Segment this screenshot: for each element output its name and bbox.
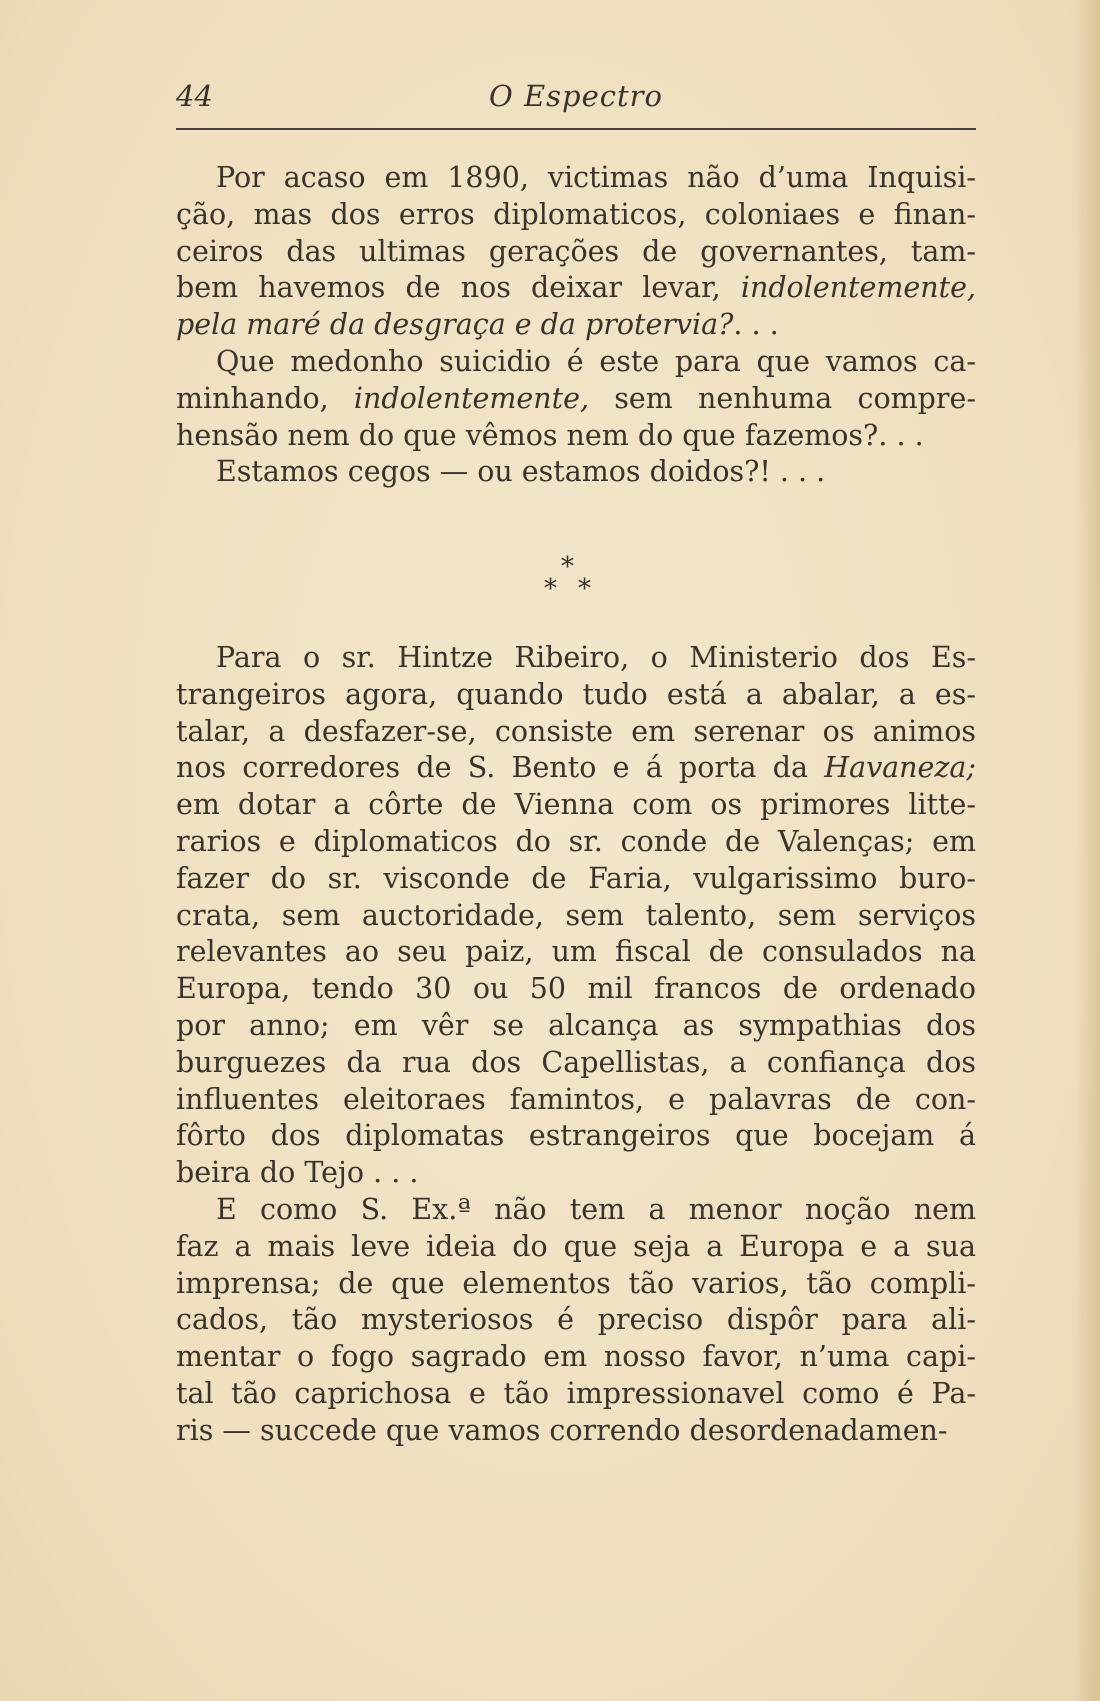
italic-text: indolentemente, — [740, 271, 976, 305]
text-line — [176, 1302, 976, 1339]
running-header — [176, 76, 976, 116]
text-segment: hensão nem do que vêmos nem do que fazemos?. . . — [176, 418, 924, 452]
text-line — [176, 197, 976, 234]
text-line — [176, 270, 976, 307]
text-segment: relevantes ao seu paiz, um fiscal de consulados na — [176, 935, 976, 969]
italic-text: indolentemente, — [353, 381, 590, 415]
text-line — [176, 787, 976, 824]
text-line — [176, 1192, 976, 1229]
text-line — [176, 750, 976, 787]
text-line — [176, 1045, 976, 1082]
text-line — [176, 381, 976, 418]
page-number: 44 — [176, 79, 213, 113]
asterism-star: * — [578, 574, 591, 604]
text-segment: sem nenhuma compre- — [589, 381, 976, 415]
text-segment: ção, mas dos erros diplomaticos, coloniaes e finan- — [176, 197, 976, 231]
page-edge-shadow — [1074, 0, 1100, 1701]
text-line — [176, 1413, 976, 1450]
text-segment: em dotar a côrte de Vienna com os primores litte- — [176, 788, 976, 822]
text-segment: influentes eleitoraes famintos, e palavras de con- — [176, 1082, 976, 1116]
text-line — [176, 418, 976, 455]
text-segment: Que medonho suicidio é este para que vamos ca- — [216, 344, 976, 378]
text-line — [176, 234, 976, 271]
text-segment: fazer do sr. visconde de Faria, vulgarissimo buro- — [176, 861, 976, 895]
text-segment: bem havemos de nos deixar levar, — [176, 271, 741, 305]
text-segment: talar, a desfazer-se, consiste em serenar os animos — [176, 714, 976, 748]
paragraph — [176, 1192, 976, 1450]
text-segment: faz a mais leve ideia do que seja a Europa e a sua — [176, 1229, 976, 1263]
text-segment: ris — succede que vamos correndo desordenadamen- — [176, 1413, 948, 1447]
text-segment: nos corredores de S. Bento e á porta da — [176, 751, 825, 785]
text-line — [176, 934, 976, 971]
text-line — [176, 1118, 976, 1155]
text-line — [176, 307, 976, 344]
text-line — [176, 1008, 976, 1045]
text-segment: Europa, tendo 30 ou 50 mil francos de ordenado — [176, 972, 976, 1006]
text-line — [176, 1266, 976, 1303]
text-segment: . . . — [733, 308, 779, 342]
text-segment: cados, tão mysteriosos é preciso dispôr para ali- — [176, 1303, 976, 1337]
asterism-star: * — [544, 574, 557, 604]
text-line — [176, 1155, 976, 1192]
text-line — [176, 677, 976, 714]
text-segment: burguezes da rua dos Capellistas, a confiança dos — [176, 1045, 976, 1079]
text-segment: por anno; em vêr se alcança as sympathias dos — [176, 1008, 976, 1042]
text-segment: Por acaso em 1890, victimas não d’uma Inquisi- — [216, 161, 976, 194]
text-segment: trangeiros agora, quando tudo está a abalar, a es- — [176, 677, 976, 711]
text-line — [176, 971, 976, 1008]
text-segment: minhando, — [176, 381, 354, 415]
text-segment: ceiros das ultimas gerações de governantes, tam- — [176, 234, 976, 268]
asterism-star: * — [561, 552, 574, 582]
text-segment: tal tão caprichosa e tão impressionavel como é Pa- — [176, 1376, 976, 1410]
text-line — [176, 1376, 976, 1413]
text-line — [176, 454, 976, 491]
paragraph — [176, 454, 976, 491]
text-line — [176, 1082, 976, 1119]
text-line — [176, 1339, 976, 1376]
text-segment: beira do Tejo . . . — [176, 1156, 419, 1190]
paragraph — [176, 344, 976, 454]
text-segment: fôrto dos diplomatas estrangeiros que bocejam á — [176, 1119, 976, 1153]
text-line — [176, 861, 976, 898]
paragraph — [176, 640, 976, 1192]
italic-text: Havaneza; — [824, 751, 976, 785]
text-segment: Estamos cegos — ou estamos doidos?! . . . — [216, 455, 826, 489]
asterism — [536, 552, 606, 602]
text-segment: rarios e diplomaticos do sr. conde de Valenças; em — [176, 824, 976, 858]
text-line — [176, 160, 976, 197]
text-line — [176, 640, 976, 677]
running-title: O Espectro — [489, 79, 663, 113]
text-segment: Para o sr. Hintze Ribeiro, o Ministerio dos Es- — [216, 641, 976, 674]
italic-text: pela maré da desgraça e da protervia? — [176, 308, 734, 342]
text-segment: E como S. Ex.ª não tem a menor noção nem — [216, 1192, 976, 1226]
header-rule — [176, 128, 976, 130]
text-line — [176, 344, 976, 381]
text-segment: crata, sem auctoridade, sem talento, sem serviços — [176, 898, 976, 932]
text-line — [176, 714, 976, 751]
paragraph — [176, 160, 976, 344]
text-line — [176, 1229, 976, 1266]
text-segment: mentar o fogo sagrado em nosso favor, n’uma capi- — [176, 1340, 976, 1374]
text-line — [176, 898, 976, 935]
text-block-bottom — [176, 640, 976, 1450]
text-block-top — [176, 160, 976, 491]
text-segment: imprensa; de que elementos tão varios, tão compli- — [176, 1266, 976, 1300]
text-line — [176, 824, 976, 861]
